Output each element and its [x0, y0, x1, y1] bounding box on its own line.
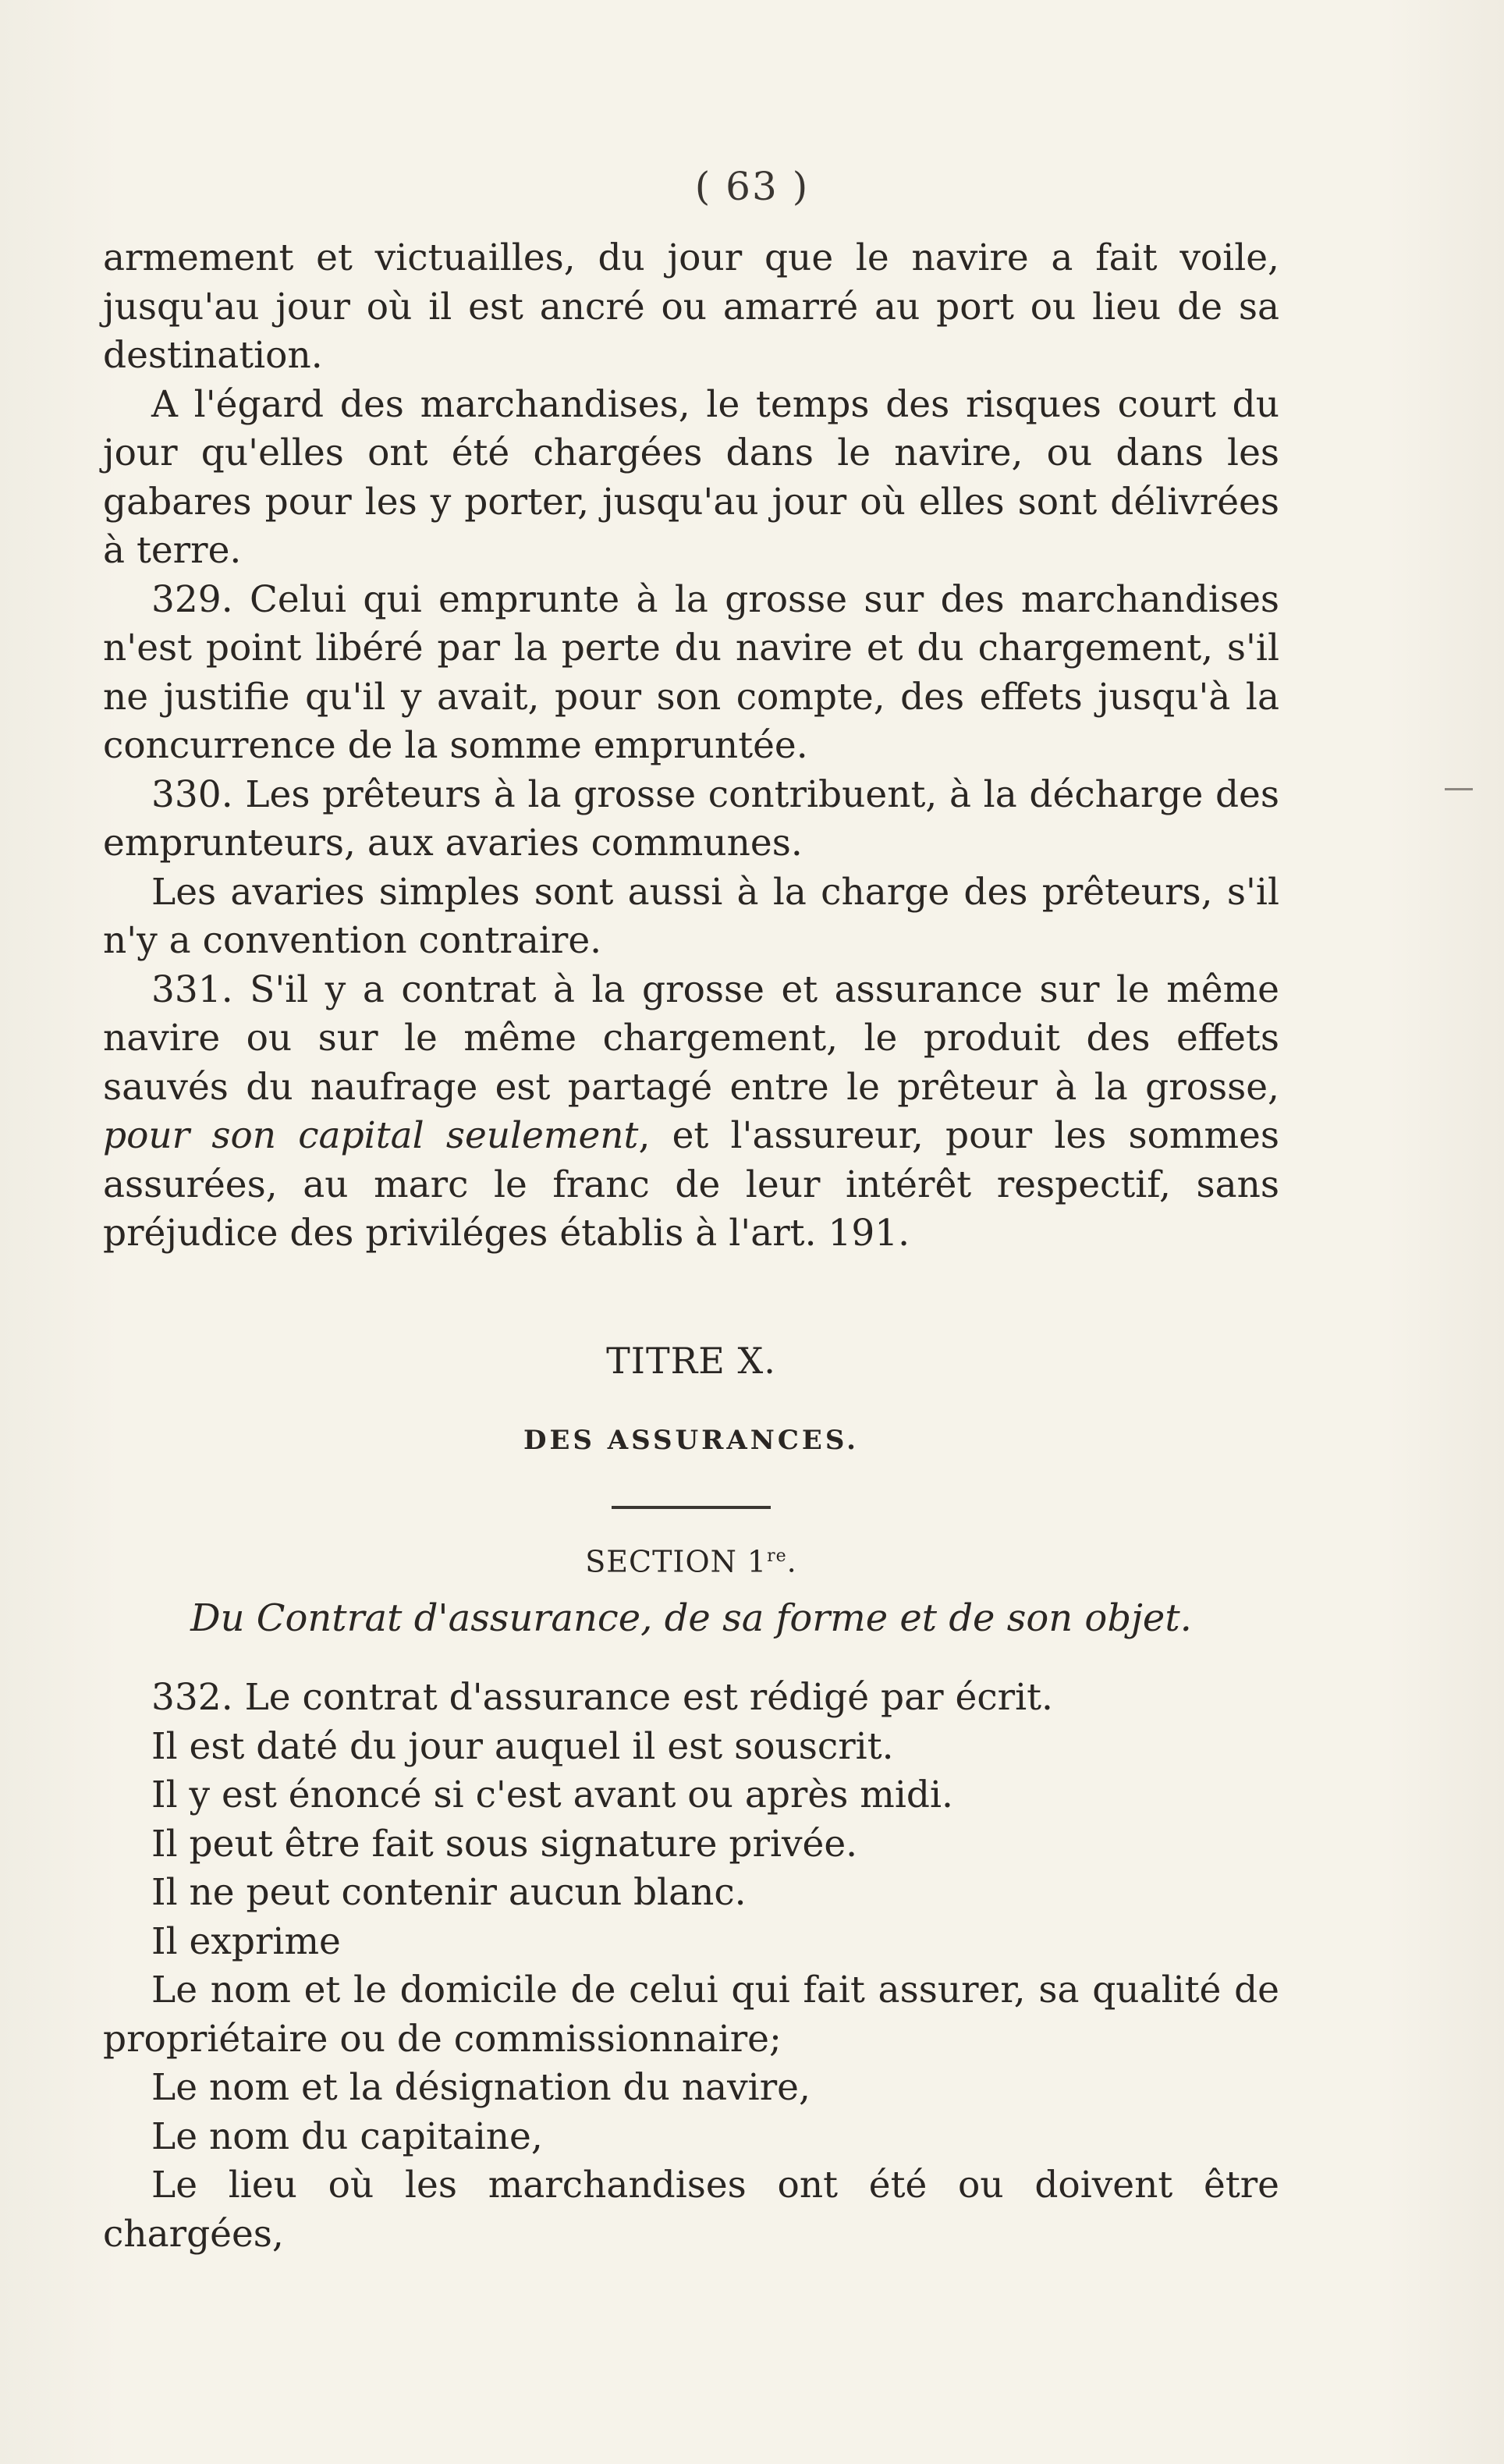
article-line: Il peut être fait sous signature privée. — [151, 1822, 858, 1866]
paragraph: 329. Celui qui emprunte à la grosse sur des marchandises n'est point libéré par la perte du navire et du chargement, s'il ne justifie qu'il y avait, pour son compte, des effets jusqu'à la concurrence de la somme empruntée. — [103, 577, 1279, 767]
paragraph: A l'égard des marchandises, le temps des risques court du jour qu'elles ont été chargées dans le navire, ou dans les gabares pour les y porter, jusqu'au jour où elles sont délivrées à terre. — [103, 382, 1279, 572]
divider-rule — [612, 1506, 771, 1509]
article-line: Il exprime — [151, 1919, 341, 1963]
section-title: Du Contrat d'assurance, de sa forme et de son objet. — [190, 1596, 1192, 1640]
page-body — [103, 234, 1279, 2259]
italic-phrase: pour son capital seulement — [103, 1114, 639, 1157]
page-number: ( 63 ) — [694, 164, 810, 209]
paragraph: 330. Les prêteurs à la grosse contribuent, à la décharge des emprunteurs, aux avaries communes. — [103, 772, 1279, 865]
paragraph — [103, 966, 1279, 1259]
title-heading: TITRE X. — [606, 1339, 776, 1382]
paragraph-text: 331. S'il y a contrat à la grosse et assurance sur le même navire ou sur le même chargement, le produit des effets sauvés du naufrage est partagé entre le prêteur à la grosse, — [103, 967, 1279, 1109]
paragraph: armement et victuailles, du jour que le navire a fait voile, jusqu'au jour où il est ancré ou amarré au port ou lieu de sa destination. — [103, 236, 1279, 377]
article-line: Le nom et le domicile de celui qui fait assurer, sa qualité de propriétaire ou de commissionnaire; — [103, 1969, 1279, 2061]
paragraph: Les avaries simples sont aussi à la charge des prêteurs, s'il n'y a convention contraire. — [103, 870, 1279, 962]
article-line: 332. Le contrat d'assurance est rédigé par écrit. — [151, 1676, 1053, 1720]
section-suffix: . — [786, 1544, 797, 1579]
section-label: SECTION 1 — [585, 1544, 768, 1579]
article-line: Le nom du capitaine, — [151, 2114, 543, 2158]
paragraph-text: , et l'assureur, pour les sommes assurées, au marc le franc de leur intérêt respectif, sans préjudice des priviléges établis à l'art. 191. — [103, 1114, 1279, 1255]
margin-mark — [1445, 788, 1473, 790]
section-superscript: re — [767, 1546, 787, 1566]
section-heading — [103, 1532, 1279, 1586]
article-line: Il est daté du jour auquel il est souscrit. — [151, 1724, 894, 1768]
article-line: Le nom et la désignation du navire, — [151, 2066, 811, 2110]
article-line: Il y est énoncé si c'est avant ou après midi. — [151, 1773, 953, 1817]
article-line: Le lieu où les marchandises ont été ou doivent être chargées, — [103, 2164, 1279, 2256]
subtitle-heading: DES ASSURANCES. — [523, 1425, 860, 1456]
article-line: Il ne peut contenir aucun blanc. — [151, 1871, 747, 1915]
